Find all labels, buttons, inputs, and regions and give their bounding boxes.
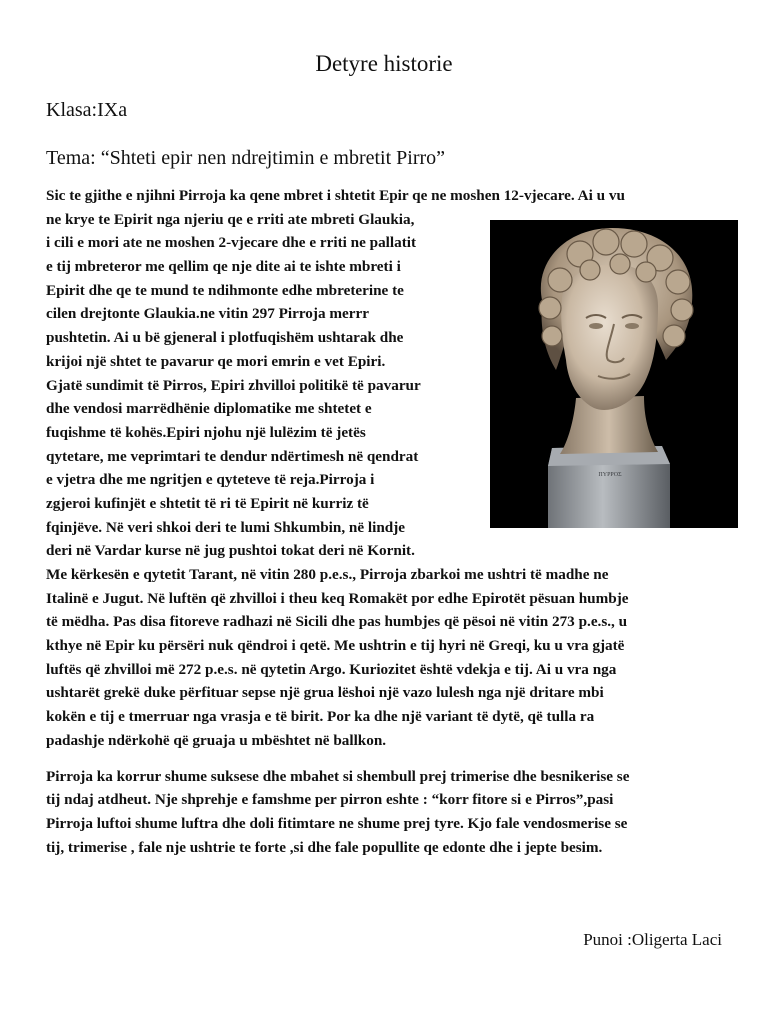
bust-inscription: ΠΥΡΡΟΣ: [598, 472, 622, 478]
text-line: Pirroja luftoi shume luftra dhe doli fitimtare ne shume prej tyre. Kjo fale vendosmerise se: [46, 814, 628, 832]
text-line: qytetare, me veprimtari te dendur ndërtimesh në qendrat: [46, 447, 419, 465]
text-line: ushtarët grekë duke përfituar sepse një grua lëshoi një vazo lulesh nga një dritare mbi: [46, 684, 604, 702]
text-line: Sic te gjithe e njihni Pirroja ka qene mbret i shtetit Epir qe ne moshen 12-vjecare. Ai u vu: [46, 187, 625, 204]
paragraph-2: [46, 765, 746, 860]
text-line: ne krye te Epirit nga njeriu qe e rriti ate mbreti Glaukia,: [46, 210, 415, 228]
text-line: luftës që zhvilloi më 272 p.e.s. në qytetin Argo. Kuriozitet është vdekja e tij. Ai u vra nga: [46, 660, 617, 678]
class-label: Klasa:IXa: [46, 99, 128, 121]
text-line: Me kërkesën e qytetit Tarant, në vitin 280 p.e.s., Pirroja zbarkoi me ushtri të madhe ne: [46, 566, 609, 583]
text-line: pushtetin. Ai u bë gjeneral i plotfuqishëm ushtarak dhe: [46, 329, 404, 347]
text-line: kokën e tij e tmerruar nga vrasja e të birit. Por ka dhe një variant të dytë, që tulla ra: [46, 708, 595, 726]
author-signature: Punoi :Oligerta Laci: [583, 930, 722, 949]
paragraph-1: [46, 184, 746, 753]
text-line: zgjeroi kufinjët e shtetit të ri të Epirit në kurriz të: [46, 494, 369, 512]
text-line: kthye në Epir ku përsëri nuk qëndroi i qetë. Me ushtrin e tij hyri në Greqi, ku u vra gjatë: [46, 637, 625, 655]
text-line: fqinjëve. Në veri shkoi deri te lumi Shkumbin, në lindje: [46, 518, 406, 536]
text-line: e vjetra dhe me ngritjen e qyteteve të reja.Pirroja i: [46, 471, 375, 489]
text-line: Gjatë sundimit të Pirros, Epiri zhvilloi politikë të pavarur: [46, 376, 421, 394]
text-line: Italinë e Jugut. Në luftën që zhvilloi i theu keq Romakët por edhe Epirotët pësuan humbje: [46, 589, 629, 607]
text-line: fuqishme të kohës.Epiri njohu një lulëzim të jetës: [46, 423, 366, 441]
essay-body: [46, 184, 746, 859]
text-line: e tij mbreteror me qellim qe nje dite ai te ishte mbreti i: [46, 258, 401, 276]
text-line: të mëdha. Pas disa fitoreve radhazi në Sicili dhe pas humbjes që pësoi në vitin 273 p.e.s., u: [46, 613, 628, 631]
text-line: krijoi një shtet te pavarur qe mori emrin e vet Epiri.: [46, 352, 386, 370]
text-line: Epirit dhe qe te mund te ndihmonte edhe mbreterine te: [46, 281, 404, 299]
text-line: tij, trimerise , fale nje ushtrie te forte ,si dhe fale popullite qe edonte dhe i jepte besim.: [46, 838, 603, 856]
text-line: padashje ndërkohë që gruaja u mbështet në ballkon.: [46, 731, 387, 749]
text-line: deri në Vardar kurse në jug pushtoi tokat deri në Kornit.: [46, 542, 415, 560]
paragraph-gap: [46, 753, 746, 765]
text-line: i cili e mori ate ne moshen 2-vjecare dhe e rriti ne pallatit: [46, 234, 417, 252]
text-line: tij ndaj atdheut. Nje shprehje e famshme per pirron eshte : “korr fitore si e Pirros”,pasi: [46, 791, 614, 809]
document-title: Detyre historie: [315, 51, 453, 76]
topic-label: Tema: “Shteti epir nen ndrejtimin e mbretit Pirro”: [46, 147, 446, 169]
text-line: Pirroja ka korrur shume suksese dhe mbahet si shembull prej trimerise dhe besnikerise se: [46, 767, 630, 785]
text-line: dhe vendosi marrëdhënie diplomatike me shtetet e: [46, 400, 372, 418]
text-line: cilen drejtonte Glaukia.ne vitin 297 Pirroja merrr: [46, 305, 369, 323]
